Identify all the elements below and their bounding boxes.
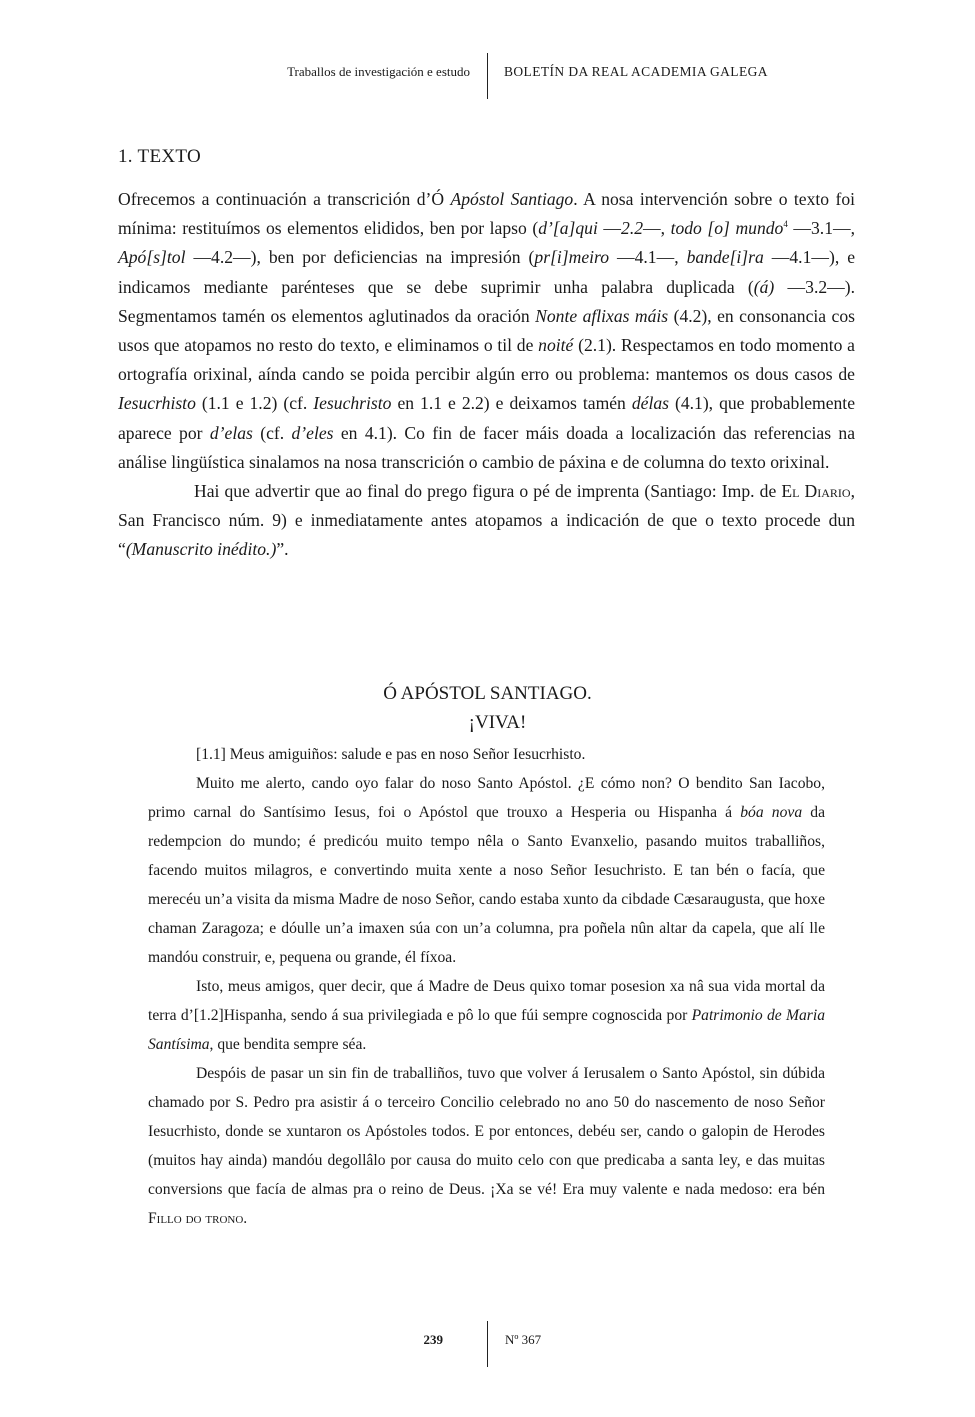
italic-run: Apó[s]tol [118,247,186,268]
document-title: Ó APÓSTOL SANTIAGO. [383,683,592,704]
italic-run: Iesuchristo [313,393,392,414]
small-caps-run: El Diario [781,481,851,502]
intro-paragraph-2: Hai que advertir que ao final do prego figura o pé de imprenta (Santiago: Imp. de El Diario, San Francisco núm. 9) e inmediatamente antes atopamos a indicación de que o texto procede dun “(Manuscrito inédito.)”. [118,481,856,560]
small-caps-run: Fillo do trono. [148,1210,248,1227]
italic-run: Iesucrhisto [118,393,196,414]
transcription-paragraph: Despóis de pasar un sin fin de traballiños, tuvo que volver á Ierusalem o Santo Apóstol, sin dúbida chamado por S. Pedro pra asistir á o terceiro Concilio celebrado no ano 50 do nascemento de noso Señor Iesucrhisto, donde se xuntaron os Apóstoles todos. E por entonces, debéu ser, cando o galopin de Herodes (muitos hay ainda) mandóu degollâlo por causa do muito celo con que predicaba a santa ley, e das muitas conversions que facía de almas pra o reino de Deus. ¡Xa se vé! Era muy valente e nada medoso: era bén Fillo do trono. [148,1065,825,1227]
italic-run: bande[i]ra [686,247,764,268]
italic-run: Patrimonio de Maria Santísima [148,1007,825,1053]
page-number: 239 [423,1332,443,1347]
intro-paragraph-1: Ofrecemos a continuación a transcrición d’Ó Apóstol Santiago. A nosa intervención sobre o texto foi mínima: restituímos os elementos elididos, ben por lapso (d’[a]qui —2.2—, todo [o] mundo$^4$ —3.1—, Apó[s]tol —4.2—), ben por deficiencias na impresión (pr[i]meiro —4.1—, bande[i]ra —4.1—), e indicamos mediante parénteses que se debe suprimir unha palabra duplicada ((á) —3.2—). Segmentamos tamén os elementos aglutinados da oración Nonte aflixas máis (4.2), en consonancia cos usos que atopamos no resto do texto, e eliminamos o til de noité (2.1). Respectamos en todo momento a ortografía orixinal, aínda cando se poida percibir algún erro ou problema: mantemos os dous casos de Iesucrhisto (1.1 e 1.2) (cf. Iesuchristo en 1.1 e 2.2) e deixamos tamén délas (4.1), que probablemente aparece por d’elas (cf. d’eles en 4.1). Co fin de facer máis doada a localización das referencias na análise lingüística sinalamos na nosa transcrición o cambio de páxina e de columna do texto orixinal. [118,189,856,472]
header-section-label: Traballos de investigación e estudo [287,64,470,79]
intro-text [118,185,855,565]
transcription-text [148,740,825,1233]
issue-number: Nº 367 [505,1332,542,1347]
page-footer [0,1321,975,1367]
italic-run: d’[a]qui [538,218,598,239]
section-title: 1. TEXTO [118,146,201,167]
italic-run: pr[i]meiro [534,247,610,268]
header-divider [487,53,488,99]
transcription-paragraph: Muito me alerto, cando oyo falar do noso Santo Apóstol. ¿E cómo non? O bendito San Iacobo, primo carnal do Santísimo Iesus, foi o Apóstol que trouxo a Hesperia ou Hispanha á bóa nova da redempcion do mundo; é predicóu muito tempo nêla o Santo Evanxelio, pasando muitos traballiños, facendo muitos milagros, e convertindo muita xente a noso Señor Iesuchristo. E tan bén o facía, que merecéu un’a visita da misma Madre de noso Señor, cando estaba xunto da cibdade Cæsaraugusta, que hoxe chaman Zaragoza; e dóulle un’a imaxen súa con un’a columna, pra poñela nûn altar da capela, que alí lle mandóu construir, e, pequena ou grande, él fíxoa. [148,775,826,966]
footnote-marker: 4 [783,219,788,230]
italic-run: Apóstol Santiago [450,189,574,209]
italic-run: 2.2 [621,218,644,239]
header-journal-title: BOLETÍN DA REAL ACADEMIA GALEGA [504,64,768,79]
transcription-paragraph: Isto, meus amigos, quer decir, que á Madre de Deus quixo tomar posesion xa nâ sua vida mortal da terra d’[1.2]Hispanha, sendo á sua privilegiada e pô lo que fúi sempre cognoscida por Patrimonio de Maria Santísima, que bendita sempre séa. [148,978,825,1053]
italic-run: todo [o] mundo [670,218,784,239]
running-header [0,53,975,99]
italic-run: d’elas [209,422,253,443]
transcription-paragraph: [1.1] Meus amiguiños: salude e pas en noso Señor Iesucrhisto. [196,746,586,763]
italic-run: d’eles [291,422,334,443]
document-subtitle: ¡VIVA! [468,712,527,733]
italic-run: délas [631,393,669,414]
italic-run: (á) [753,276,775,297]
italic-run: Nonte aflixas máis [535,305,669,326]
italic-run: (Manuscrito inédito.) [125,539,277,560]
italic-run: bóa nova [740,804,803,821]
footer-divider [487,1321,488,1367]
italic-run: noité [538,335,574,356]
